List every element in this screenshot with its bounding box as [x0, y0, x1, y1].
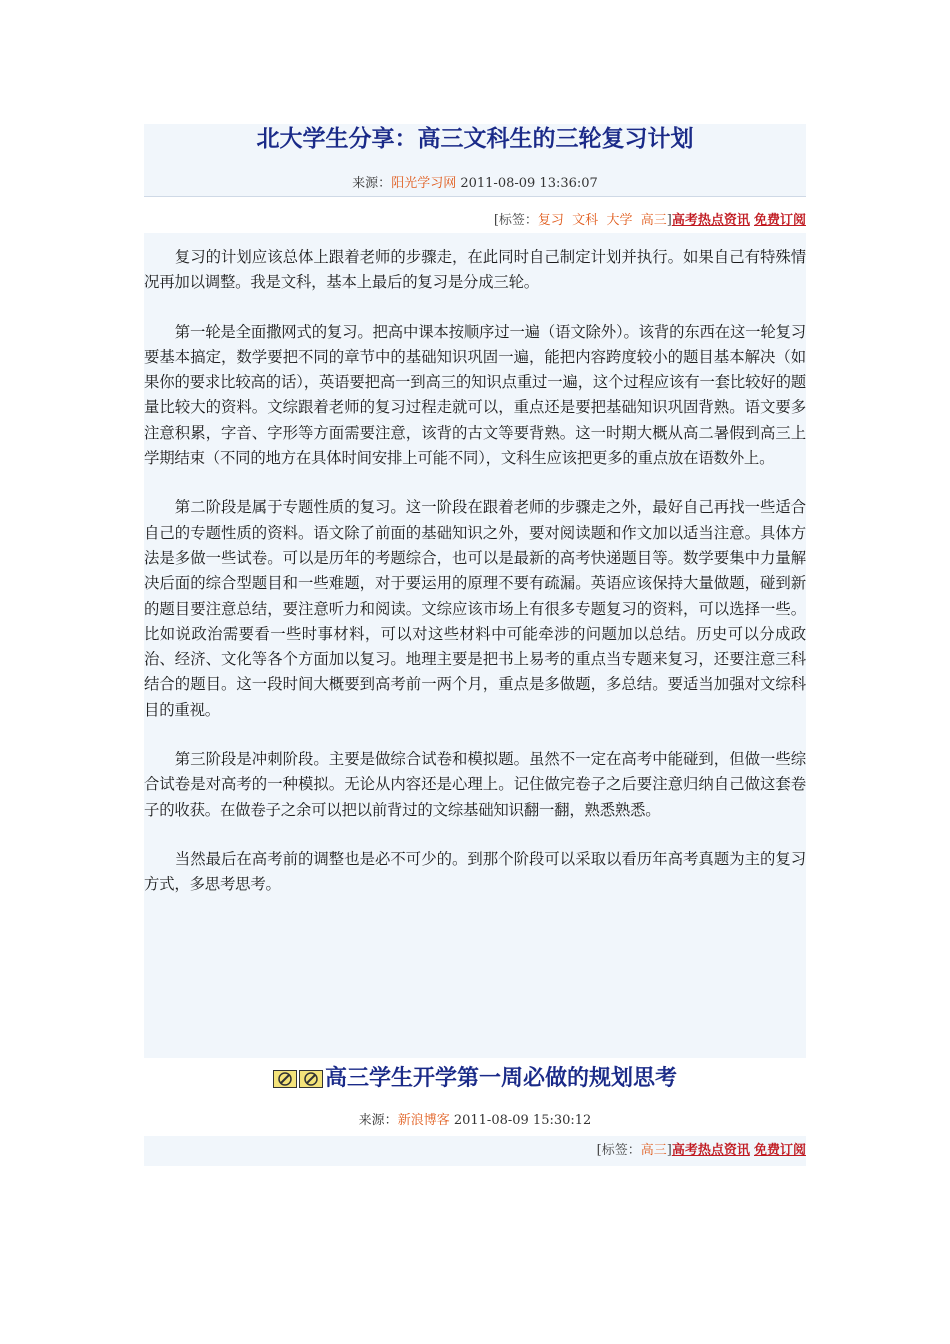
pencil-icon	[273, 1070, 297, 1088]
publish-datetime: 2011-08-09 13:36:07	[460, 176, 598, 191]
source-line	[144, 1102, 806, 1136]
tag-link[interactable]: 文科	[572, 213, 599, 228]
article-2-title-row	[144, 1056, 806, 1102]
source-line	[144, 160, 806, 197]
hot-news-link[interactable]: 高考热点资讯	[671, 213, 750, 228]
article-2	[144, 1056, 806, 1166]
paragraph: 第二阶段是属于专题性质的复习。这一阶段在跟着老师的步骤走之外，最好自己再找一些适合自己的专题性质的资料。语文除了前面的基础知识之外，要对阅读题和作文加以适当注意。具体方法是多做一些试卷。可以是历年的考题综合，也可以是最新的高考快递题目等。数学要集中力量解决后面的综合型题目和一些难题，对于要运用的原理不要有疏漏。英语应该保持大量做题，碰到新的题目要注意总结，要注意听力和阅读。文综应该市场上有很多专题复习的资料，可以选择一些。比如说政治需要看一些时事材料，可以对这些材料中可能牵涉的问题加以总结。历史可以分成政治、经济、文化等各个方面加以复习。地理主要是把书上易考的重点当专题来复习，还要注意三科结合的题目。这一段时间大概要到高考前一两个月，重点是多做题，多总结。要适当加强对文综科目的重视。	[144, 498, 806, 719]
tags-open: [标签：	[493, 213, 538, 228]
paragraph: 第一轮是全面撒网式的复习。把高中课本按顺序过一遍（语文除外）。该背的东西在这一轮复习要基本搞定，数学要把不同的章节中的基础知识巩固一遍，能把内容跨度较小的题目基本解决（如果你的要求比较高的话），英语要把高一到高三的知识点重过一遍，这个过程应该有一套比较好的题量比较大的资料。文综跟着老师的复习过程走就可以，重点还是要把基础知识巩固背熟。语文要多注意积累，字音、字形等方面需要注意，该背的古文等要背熟。这一时期大概从高二暑假到高三上学期结束（不同的地方在具体时间安排上可能不同），文科生应该把更多的重点放在语数外上。	[144, 322, 806, 468]
article-title: 北大学生分享：高三文科生的三轮复习计划	[256, 126, 694, 152]
paragraph: 当然最后在高考前的调整也是必不可少的。到那个阶段可以采取以看历年高考真题为主的复习方式，多思考思考。	[144, 849, 806, 894]
hot-news-link[interactable]: 高考热点资讯	[671, 1143, 750, 1158]
pencil-icon	[299, 1070, 323, 1088]
source-label: 来源：	[352, 176, 392, 191]
tag-link[interactable]: 复习	[537, 213, 564, 228]
tag-link[interactable]: 大学	[606, 213, 633, 228]
publish-datetime: 2011-08-09 15:30:12	[453, 1113, 592, 1128]
article-1	[144, 124, 806, 1058]
paragraph: 第三阶段是冲刺阶段。主要是做综合试卷和模拟题。虽然不一定在高考中能碰到，但做一些综合试卷是对高考的一种模拟。无论从内容还是心理上。记住做完卷子之后要注意归纳自己做这套卷子的收获。在做卷子之余可以把以前背过的文综基础知识翻一翻，熟悉熟悉。	[144, 750, 806, 819]
subscribe-link[interactable]: 免费订阅	[753, 1143, 806, 1158]
subscribe-link[interactable]: 免费订阅	[753, 213, 806, 228]
article-2-title: 高三学生开学第一周必做的规划思考	[324, 1066, 677, 1091]
tags-line	[144, 197, 806, 233]
source-link[interactable]: 新浪博客	[397, 1113, 450, 1128]
tags-close: ]	[666, 1143, 672, 1158]
source-link[interactable]: 阳光学习网	[391, 176, 457, 191]
tag-link[interactable]: 高三	[640, 1143, 667, 1158]
paragraph: 复习的计划应该总体上跟着老师的步骤走，在此同时自己制定计划并执行。如果自己有特殊情况再加以调整。我是文科，基本上最后的复习是分成三轮。	[144, 248, 806, 292]
source-label: 来源：	[358, 1113, 398, 1128]
tag-link[interactable]: 高三	[640, 213, 667, 228]
tags-line	[144, 1136, 806, 1166]
article-body	[144, 233, 806, 1058]
tags-open: [标签：	[596, 1143, 641, 1158]
tags-close: ]	[666, 213, 672, 228]
article-1-header	[144, 124, 806, 197]
